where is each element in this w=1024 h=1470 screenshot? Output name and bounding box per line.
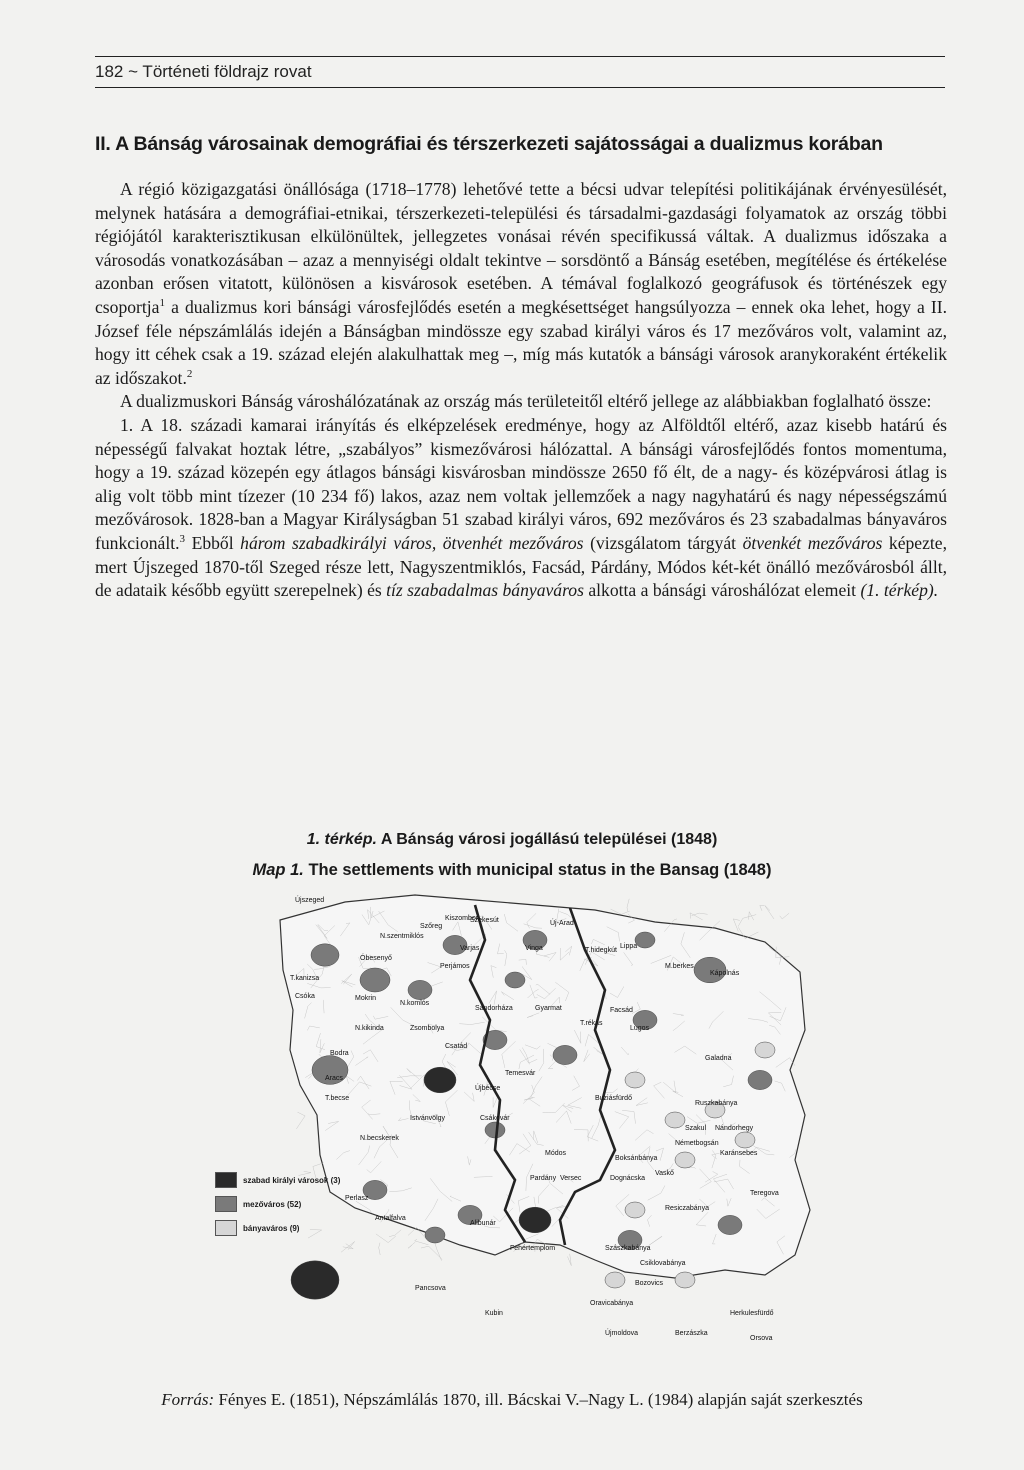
settlement-boundary	[408, 1242, 415, 1248]
settlement-boundary	[765, 906, 774, 920]
paragraph-3-part-e: alkotta a bánsági városhálózat elemeit	[583, 580, 861, 601]
town-label: T.hidegkút	[585, 947, 617, 954]
town-area	[408, 980, 432, 999]
town-label: Orsova	[750, 1335, 773, 1342]
town-label: Bozovics	[635, 1280, 664, 1287]
map-legend	[215, 1168, 340, 1240]
town-area	[424, 1067, 456, 1093]
footnote-ref-2[interactable]: 2	[186, 367, 193, 380]
town-area	[748, 1070, 772, 1089]
running-head: 182 ~ Történeti földrajz rovat	[95, 62, 312, 81]
paragraph-1-part-a: A régió közigazgatási önállósága (1718–1778) lehetővé tette a bécsi udvar telepítési politikájának érvényesülését, melynek hatására a demográfiai-etnikai, térszerkezeti-települési és társadalmi-gazdasági folyamatok az ország többi régiójától karakterisztikusan elkülönültek, jellegzetes vonásai révén specifikussá váltak. A dualizmus időszaka a városodás vonatkozásában – azaz a mennyiségi oldalt tekintve – sorsdöntő a Bánság esetében, megítélése és értékelése azonban erősen vitatott, különösen a kisvárosok esetében. A témával foglalkozó geográfusok és történészek egy csoportja	[95, 179, 947, 317]
body-text	[95, 178, 947, 603]
town-area	[625, 1072, 645, 1088]
town-label: Pardány	[530, 1175, 557, 1182]
town-label: Versec	[560, 1175, 582, 1182]
town-area	[675, 1152, 695, 1168]
figure-caption-en-text: The settlements with municipal status in the Bansag (1848)	[303, 861, 772, 879]
legend-swatch-light	[215, 1220, 237, 1236]
town-area	[485, 1122, 505, 1138]
town-label: Bodra	[330, 1050, 349, 1057]
town-label: Csatád	[445, 1043, 468, 1050]
town-label: Új-Arad	[550, 920, 574, 927]
town-label: Facsád	[610, 1007, 633, 1014]
town-label: Vaskő	[655, 1170, 674, 1177]
paragraph-1-part-b: a dualizmus kori bánsági városfejlődés esetén a megkésettséget hangsúlyozza – ennek oka lehet, hogy a II. József féle népszámlálás idején a Bánságban mindössze egy szabad királyi város és 17 mezőváros volt, valamint az, hogy itt céhek csak a 19. század elején alakulhattak meg –, míg más kutatók a bánsági városok aranykoraként értékelik az időszakot.	[95, 296, 947, 388]
town-label: N.szentmiklós	[380, 933, 424, 940]
town-label: T.kanizsa	[290, 975, 320, 982]
town-label: Dognácska	[610, 1175, 646, 1182]
town-area	[360, 968, 390, 992]
footnote-ref-1[interactable]: 1	[159, 297, 165, 310]
town-area	[311, 944, 339, 966]
settlement-boundary	[376, 1234, 396, 1243]
town-label: Temesvár	[505, 1070, 536, 1077]
town-label: Sándorháza	[475, 1005, 513, 1012]
legend-label-3: bányaváros (9)	[243, 1223, 300, 1233]
legend-item-free-royal-towns	[215, 1168, 340, 1192]
figure-caption-en-label: Map 1.	[252, 861, 304, 879]
town-label: Mokrin	[355, 995, 377, 1002]
town-label: Ruszkabánya	[695, 1100, 738, 1107]
italic-phrase-1: három szabadkirályi város, ötvenhét mezőváros	[240, 532, 584, 553]
town-area	[735, 1132, 755, 1148]
town-label: Karánsebes	[720, 1150, 758, 1157]
italic-phrase-3: tíz szabadalmas bányaváros	[386, 580, 584, 601]
town-label: Pancsova	[415, 1285, 446, 1292]
paragraph-3-part-a: 1. A 18. századi kamarai irányítás és elképzelések eredménye, hogy az Alföldtől eltérő, azaz kisebb határú és népességű falvakat hoztak létre, „szabályos” kismezővárosi hálózattal. A bánsági városfejlődés fontos momentuma, hogy a 19. század közepén egy átlagos bánsági kisvárosban mindössze 2650 fő élt, de a nagy- és középvárosi átlag is alig volt több mint tízezer (10 234 fő) lakos, azaz nem voltak jellemzőek a nagy nagyhatárú és nagy népességszámú mezővárosok. 1828-ban a Magyar Királyságban 51 szabad királyi város, 692 mezőváros és 23 szabadalmas bányaváros funkcionált.	[95, 414, 947, 553]
town-label: Oravicabánya	[590, 1300, 634, 1307]
town-label: N.kikinda	[355, 1025, 384, 1032]
italic-phrase-2: ötvenkét mezőváros	[742, 532, 883, 553]
town-label: Alibunár	[470, 1220, 496, 1227]
settlement-boundary	[738, 915, 756, 927]
town-area	[718, 1215, 742, 1234]
source-text: Fényes E. (1851), Népszámlálás 1870, ill. Bácskai V.–Nagy L. (1984) alapján saját szerkesztés	[214, 1390, 863, 1409]
town-label: Szászkabánya	[605, 1245, 651, 1252]
settlement-boundary	[389, 1230, 401, 1237]
top-rule	[95, 56, 945, 57]
town-label: Aracs	[325, 1075, 343, 1082]
town-label: Herkulesfürdő	[730, 1310, 774, 1317]
settlement-boundary	[379, 1243, 381, 1255]
settlement-boundary	[343, 1244, 353, 1249]
legend-label-1: szabad királyi városok (3)	[243, 1175, 341, 1185]
town-label: Gyarmat	[535, 1005, 562, 1012]
town-label: Buziásfürdő	[595, 1095, 632, 1102]
paragraph-3-part-b: Ebből	[185, 532, 241, 553]
settlement-boundary	[627, 899, 629, 911]
town-area	[665, 1112, 685, 1128]
town-area	[605, 1272, 625, 1288]
legend-label-2: mezőváros (52)	[243, 1199, 302, 1209]
town-label: Perlasz	[345, 1195, 369, 1202]
town-label: T.rékás	[580, 1020, 603, 1027]
settlement-boundary	[421, 1246, 442, 1259]
town-label: T.becse	[325, 1095, 350, 1102]
town-label: N.komlós	[400, 1000, 430, 1007]
town-label: Lugos	[630, 1025, 650, 1032]
town-label: Csiklovabánya	[640, 1260, 686, 1267]
footnote-ref-3[interactable]: 3	[179, 533, 186, 546]
town-label: N.becskerek	[360, 1135, 399, 1142]
figure-source	[0, 1390, 1024, 1410]
settlement-boundary	[415, 1239, 429, 1245]
town-label: Resiczabánya	[665, 1205, 709, 1212]
banat-map	[205, 880, 845, 1360]
town-label: Istvánvölgy	[410, 1115, 446, 1122]
figure-caption-hu-text: A Bánság városi jogállású települései (1848)	[376, 831, 718, 848]
town-label: Galadna	[705, 1055, 732, 1062]
town-area	[635, 932, 655, 948]
town-label: Nándorhegy	[715, 1125, 754, 1132]
paragraph-3-part-c: (vizsgálatom tárgyát	[583, 532, 743, 553]
settlement-boundary	[296, 1112, 305, 1129]
settlement-boundary	[760, 906, 764, 911]
town-label: Szőreg	[420, 923, 443, 930]
town-label: Németbogsán	[675, 1140, 719, 1147]
map-reference[interactable]: (1. térkép).	[860, 580, 939, 601]
legend-item-market-towns	[215, 1192, 340, 1216]
paragraph-1	[95, 178, 947, 390]
town-area	[755, 1042, 775, 1058]
town-label: Csákovár	[480, 1115, 510, 1122]
town-label: Kubin	[485, 1310, 503, 1317]
town-label: Teregova	[750, 1190, 779, 1197]
legend-swatch-dark	[215, 1172, 237, 1188]
town-label: Szakul	[685, 1125, 707, 1132]
town-label: Kápolnás	[710, 970, 740, 977]
town-label: Újbécse	[475, 1085, 501, 1092]
town-label: Újszeged	[295, 897, 325, 904]
town-label: Vinga	[525, 945, 543, 952]
settlement-boundary	[780, 913, 789, 919]
header-rule	[95, 87, 945, 88]
town-area	[625, 1202, 645, 1218]
figure-caption-hu-label: 1. térkép.	[306, 831, 377, 848]
town-area	[675, 1272, 695, 1288]
town-label: Újmoldova	[605, 1330, 639, 1337]
town-area	[519, 1207, 551, 1233]
section-title: II. A Bánság városainak demográfiai és térszerkezeti sajátosságai a dualizmus korában	[95, 133, 883, 155]
paragraph-3-part-d: képezte, mert Újszeged 1870-től Szeged része lett, Nagyszentmiklós, Facsád, Párdány, Módos két-két önálló mezővárosból állt, de adataik később együtt szerepelnek) és	[95, 532, 948, 601]
figure-caption-hu	[0, 831, 1024, 849]
town-label: Óbesenyő	[360, 955, 392, 962]
source-label: Forrás:	[161, 1390, 215, 1409]
town-label: Szekesút	[470, 917, 499, 924]
figure-caption-en	[0, 861, 1024, 880]
town-label: Berzászka	[675, 1330, 708, 1337]
town-label: Boksánbánya	[615, 1155, 658, 1162]
town-area	[425, 1227, 445, 1243]
town-label: Fehértemplom	[510, 1245, 556, 1252]
town-label: Perjámos	[440, 963, 470, 970]
paragraph-2: A dualizmuskori Bánság városhálózatának az ország más területeitől eltérő jellege az alábbiakban foglalható össze:	[120, 391, 932, 412]
legend-item-mining-towns	[215, 1216, 340, 1240]
town-label: Antalfalva	[375, 1215, 406, 1222]
town-label: M.berkes	[665, 963, 694, 970]
town-area	[553, 1045, 577, 1064]
legend-swatch-mid	[215, 1196, 237, 1212]
paragraph-3	[95, 414, 947, 603]
town-label: Lippa	[620, 943, 638, 950]
town-label: Csóka	[295, 993, 315, 1000]
town-label: Varjas	[460, 945, 480, 952]
town-label: Zsombolya	[410, 1025, 445, 1032]
town-area	[505, 972, 525, 988]
town-area	[291, 1261, 339, 1299]
town-label: Módos	[545, 1150, 567, 1157]
settlement-boundary	[568, 1254, 572, 1266]
town-label: Kiszombor	[445, 915, 479, 922]
